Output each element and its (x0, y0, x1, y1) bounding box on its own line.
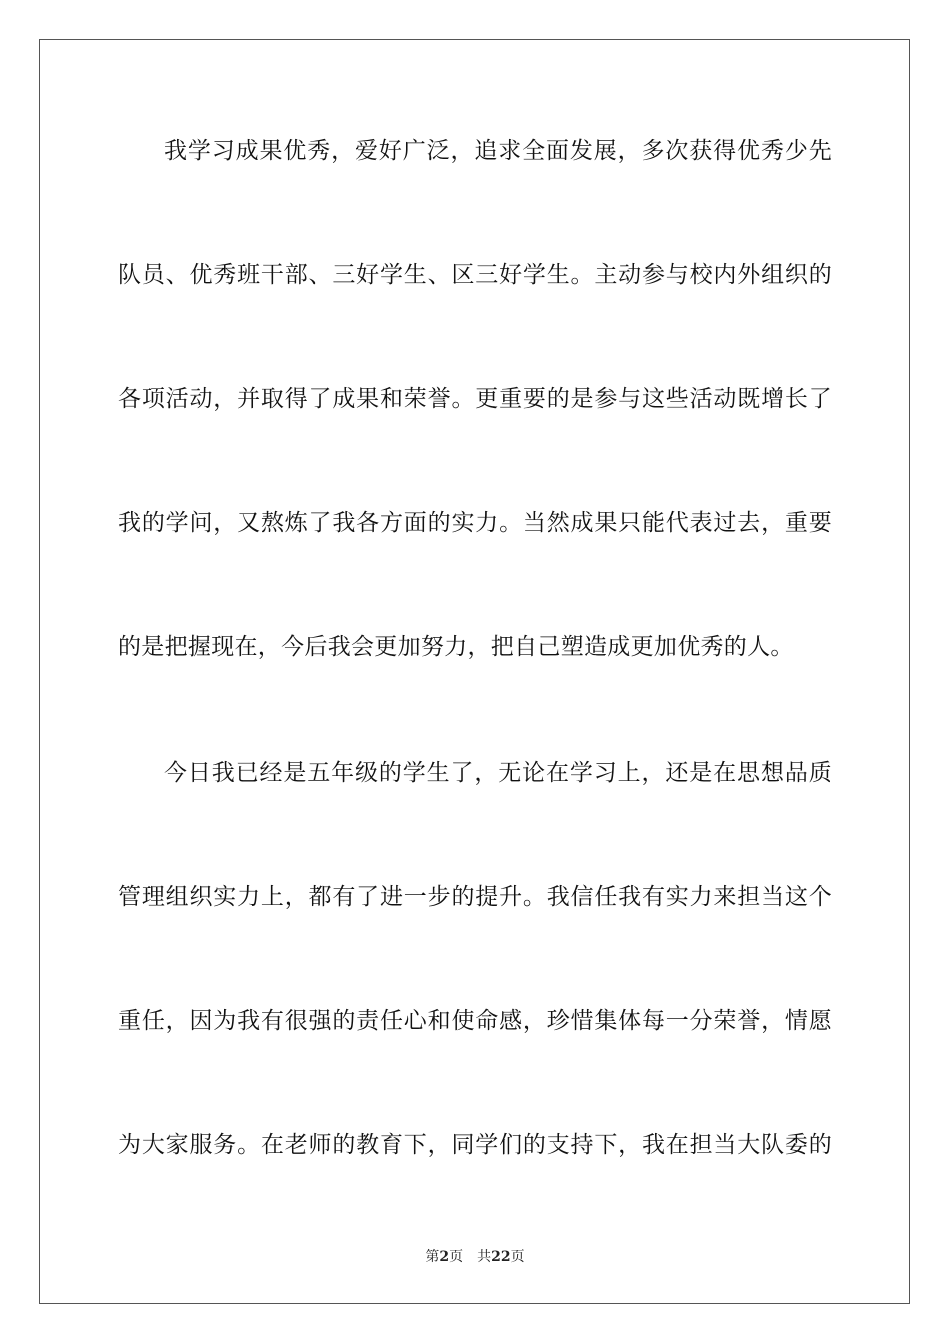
page-number: 2 (439, 1249, 450, 1265)
page-prefix: 第 (425, 1249, 440, 1265)
paragraph-1-line-3: 各项活动，并取得了成果和荣誉。更重要的是参与这些活动既增长了 (118, 386, 832, 412)
paragraph-2-line-1: 今日我已经是五年级的学生了，无论在学习上，还是在思想品质 (164, 760, 832, 786)
paragraph-1-line-2: 队员、优秀班干部、三好学生、区三好学生。主动参与校内外组织的 (118, 262, 832, 288)
paragraph-2-line-4: 为大家服务。在老师的教育下，同学们的支持下，我在担当大队委的 (118, 1132, 832, 1158)
paragraph-1-line-4: 我的学问，又熬炼了我各方面的实力。当然成果只能代表过去，重要 (118, 510, 832, 536)
paragraph-1-line-1: 我学习成果优秀，爱好广泛，追求全面发展，多次获得优秀少先 (164, 138, 832, 164)
paragraph-2-line-3: 重任，因为我有很强的责任心和使命感，珍惜集体每一分荣誉，情愿 (118, 1008, 832, 1034)
page-footer (0, 1248, 950, 1266)
paragraph-1-line-5: 的是把握现在，今后我会更加努力，把自己塑造成更加优秀的人。 (118, 634, 794, 660)
page-suffix: 页 (449, 1249, 464, 1265)
page-frame (39, 39, 910, 1304)
paragraph-2-line-2: 管理组织实力上，都有了进一步的提升。我信任我有实力来担当这个 (118, 884, 832, 910)
total-suffix: 页 (510, 1249, 525, 1265)
total-prefix: 共 (477, 1249, 492, 1265)
total-pages: 22 (491, 1249, 511, 1265)
